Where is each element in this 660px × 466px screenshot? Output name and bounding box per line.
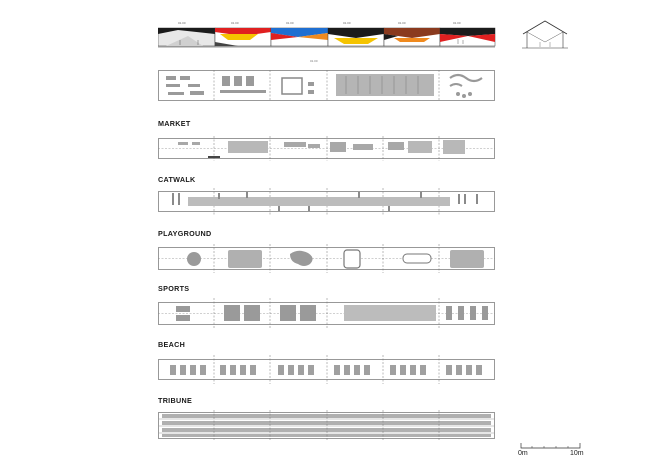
section-title-playground: PLAYGROUND xyxy=(158,229,212,238)
plan-strip-beach xyxy=(158,355,498,385)
colored-elevation xyxy=(158,20,498,50)
scale-bar-start-label: 0m xyxy=(518,450,528,457)
svg-text:01.00: 01.00 xyxy=(286,21,294,25)
svg-text:01.00: 01.00 xyxy=(453,21,461,25)
section-title-catwalk: CATWALK xyxy=(158,175,196,184)
section-title-beach: BEACH xyxy=(158,340,186,349)
svg-text:01.00: 01.00 xyxy=(178,21,186,25)
section-title-tribune: TRIBUNE xyxy=(158,396,193,405)
cross-section-diagram xyxy=(520,18,570,52)
scale-bar-end-label: 10m xyxy=(570,450,584,457)
section-title-market: MARKET xyxy=(158,119,191,128)
plan-strip-tribune xyxy=(158,410,498,442)
section-title-sports: SPORTS xyxy=(158,284,190,293)
elevation-caption xyxy=(310,58,340,63)
svg-text:01.00: 01.00 xyxy=(310,59,318,63)
svg-text:01.00: 01.00 xyxy=(343,21,351,25)
plan-strip-sports xyxy=(158,298,498,330)
scale-bar xyxy=(520,442,582,450)
plan-strip-playground xyxy=(158,244,498,274)
svg-text:01.00: 01.00 xyxy=(231,21,239,25)
plan-strip-market xyxy=(158,136,498,162)
svg-text:01.00: 01.00 xyxy=(398,21,406,25)
combined-plan xyxy=(158,70,498,102)
plan-strip-catwalk xyxy=(158,188,498,216)
